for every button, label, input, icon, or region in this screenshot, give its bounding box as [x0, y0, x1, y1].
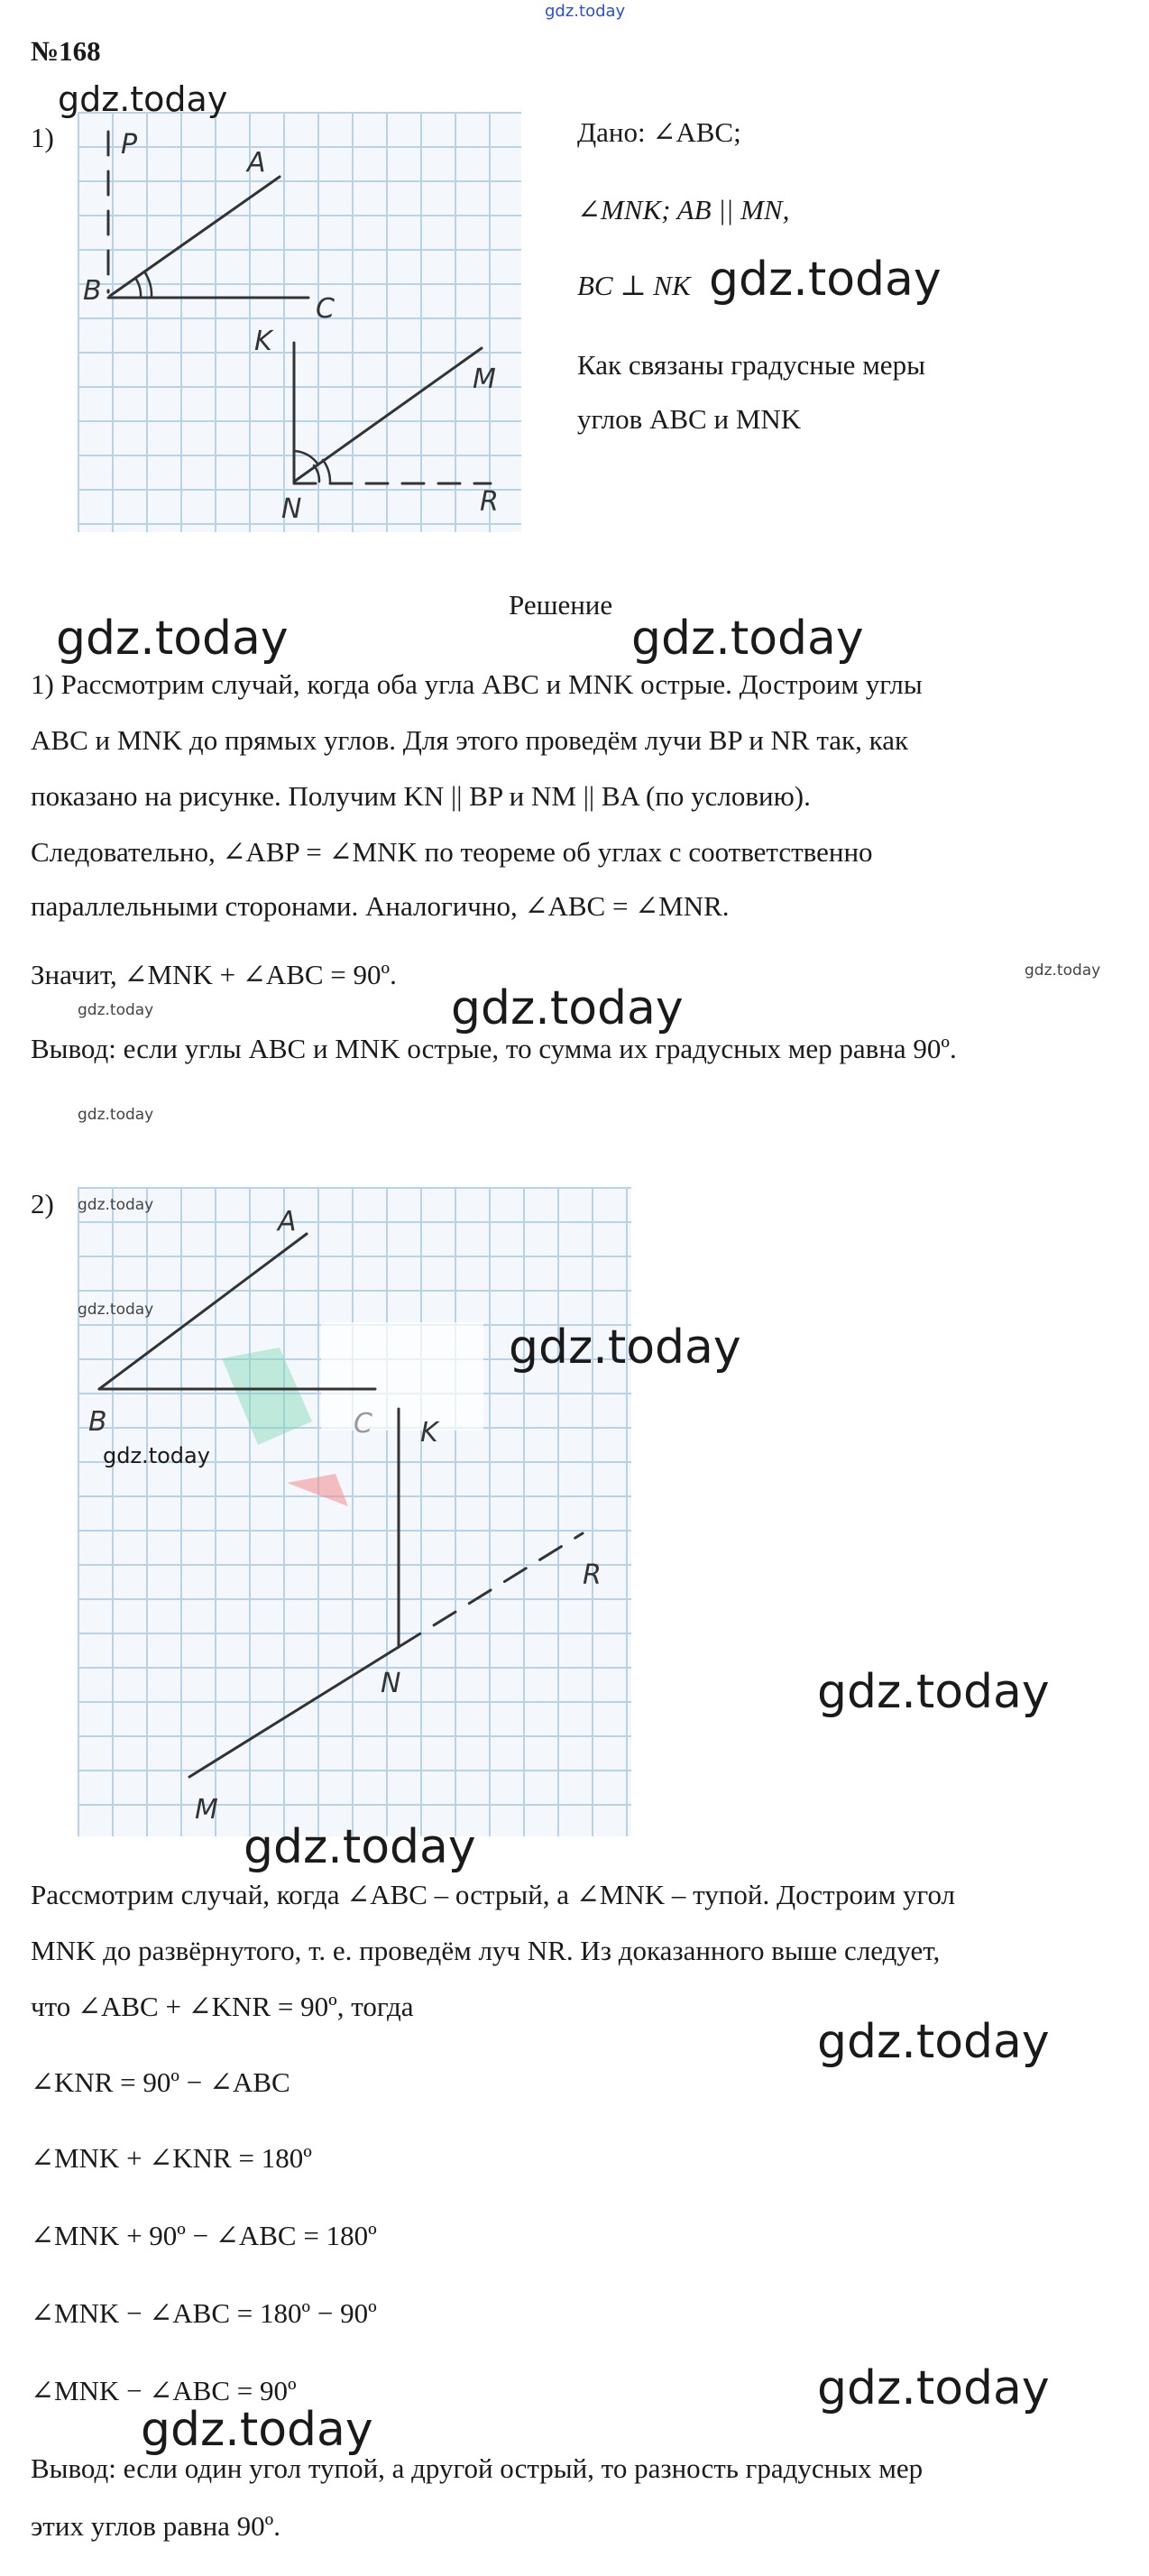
watermark: gdz.today: [709, 253, 942, 307]
part1-conclusion: Вывод: если углы ABC и MNK острые, то сумма их градусных мер равна 90º.: [31, 1033, 957, 1064]
part2-label: 2): [31, 1188, 54, 1219]
part2-conclusion-line-1: Вывод: если один угол тупой, а другой острый, то разность градусных мер: [31, 2452, 924, 2484]
watermark: gdz.today: [451, 981, 684, 1035]
top-watermark: gdz.today: [545, 2, 626, 21]
fig2-label-m: M: [195, 1794, 218, 1826]
watermark: gdz.today: [103, 1443, 210, 1468]
given-line-1: Дано: ∠ABC;: [577, 116, 741, 148]
fig1-label-r: R: [480, 486, 499, 518]
given-line-2: ∠MNK; AB || MN,: [577, 194, 790, 225]
fig1-label-n: N: [281, 493, 302, 525]
watermark: gdz.today: [817, 2361, 1050, 2415]
part2-text-line-1: Рассмотрим случай, когда ∠ABC – острый, а ∠MNK – тупой. Достроим угол: [31, 1879, 956, 1910]
fig1-label-k: K: [254, 326, 272, 357]
part1-text-line-4: Следовательно, ∠ABP = ∠MNK по теореме об углах с соответственно: [31, 836, 873, 868]
given-line-3: BC ⊥ NK: [577, 270, 691, 301]
fig2-label-b: B: [88, 1406, 107, 1438]
watermark: gdz.today: [78, 1001, 154, 1019]
watermark: gdz.today: [141, 2403, 373, 2457]
given-line-4: Как связаны градусные меры: [577, 349, 925, 381]
fig2-label-n: N: [381, 1668, 401, 1699]
fig1-label-m: M: [473, 363, 496, 395]
problem-title: №168: [31, 35, 101, 67]
watermark: gdz.today: [817, 2015, 1050, 2069]
watermark: gdz.today: [56, 612, 289, 666]
watermark: gdz.today: [1025, 961, 1101, 980]
watermark: gdz.today: [817, 1665, 1050, 1719]
part2-text-line-2: MNK до развёрнутого, т. е. проведём луч NR. Из доказанного выше следует,: [31, 1935, 941, 1966]
fig2-label-c: C: [354, 1408, 372, 1440]
fig1-label-p: P: [121, 129, 138, 161]
fig1-label-b: B: [83, 275, 102, 307]
given-line-5: углов ABC и MNK: [577, 403, 802, 435]
watermark: gdz.today: [244, 1820, 476, 1874]
part1-text-line-2: ABC и MNK до прямых углов. Для этого проведём лучи BP и NR так, как: [31, 724, 909, 756]
equation-4: ∠MNK − ∠ABC = 180º − 90º: [31, 2297, 377, 2329]
part1-text-line-5: параллельными сторонами. Аналогично, ∠ABC = ∠MNR.: [31, 890, 730, 922]
watermark: gdz.today: [58, 79, 228, 119]
solution-heading: Решение: [509, 589, 613, 621]
watermark: gdz.today: [78, 1301, 154, 1319]
figure-1: [78, 112, 521, 532]
equation-2: ∠MNK + ∠KNR = 180º: [31, 2142, 312, 2174]
part1-text-line-1: 1) Рассмотрим случай, когда оба угла ABC и MNK острые. Достроим углы: [31, 668, 923, 700]
watermark: gdz.today: [78, 1106, 154, 1124]
fig2-label-r: R: [583, 1559, 602, 1591]
watermark: gdz.today: [78, 1196, 154, 1214]
figure-2: [78, 1187, 631, 1836]
equation-5: ∠MNK − ∠ABC = 90º: [31, 2375, 297, 2406]
fig1-label-c: C: [316, 293, 335, 325]
part2-text-line-3: что ∠ABC + ∠KNR = 90º, тогда: [31, 1991, 414, 2022]
part1-text-line-3: показано на рисунке. Получим KN || BP и NM || BA (по условию).: [31, 780, 811, 812]
fig2-label-a: A: [278, 1206, 297, 1237]
watermark: gdz.today: [631, 612, 864, 666]
equation-3: ∠MNK + 90º − ∠ABC = 180º: [31, 2220, 377, 2251]
fig1-label-a: A: [247, 147, 266, 179]
watermark: gdz.today: [509, 1320, 741, 1375]
equation-1: ∠KNR = 90º − ∠ABC: [31, 2066, 290, 2098]
fig2-label-k: K: [420, 1417, 438, 1449]
part1-conclusion-equation: Значит, ∠MNK + ∠ABC = 90º.: [31, 959, 397, 990]
part1-label: 1): [31, 122, 54, 153]
part2-conclusion-line-2: этих углов равна 90º.: [31, 2510, 281, 2542]
